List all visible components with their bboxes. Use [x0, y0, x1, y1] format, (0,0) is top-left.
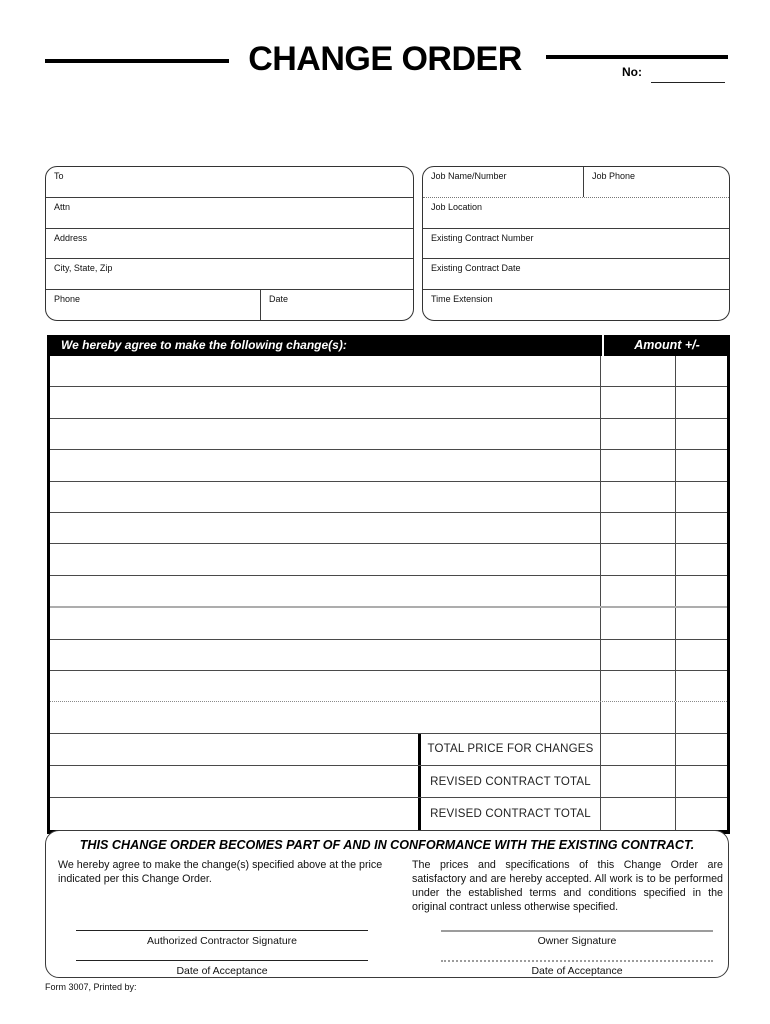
change-row [50, 482, 727, 513]
amount-cents-cell[interactable] [676, 702, 727, 732]
contractor-date-label: Date of Acceptance [176, 965, 268, 977]
job-phone-field[interactable] [584, 167, 729, 197]
change-row [50, 702, 727, 733]
change-row [50, 356, 727, 387]
totals-spacer-cell [50, 766, 418, 797]
amount-dollars-cell[interactable] [601, 798, 676, 829]
revised-total-row-2 [50, 798, 727, 829]
amount-cents-cell[interactable] [676, 640, 727, 670]
order-number-label: No: [622, 65, 642, 79]
city-state-zip-label: City, State, Zip [54, 263, 113, 274]
change-description-cell[interactable] [50, 671, 601, 701]
owner-date-line[interactable] [441, 960, 713, 963]
city-state-zip-field[interactable] [46, 259, 413, 290]
totals-spacer-cell [50, 734, 418, 765]
change-description-cell[interactable] [50, 544, 601, 574]
form-number-note: Form 3007, Printed by: [45, 982, 137, 992]
amount-cents-cell[interactable] [676, 419, 727, 449]
amount-dollars-cell[interactable] [601, 608, 676, 638]
total-price-row [50, 734, 727, 766]
phone-field[interactable] [46, 290, 261, 320]
contractor-date-line[interactable] [76, 960, 368, 962]
change-description-cell[interactable] [50, 450, 601, 480]
change-description-cell[interactable] [50, 513, 601, 543]
change-row [50, 640, 727, 671]
amount-cents-cell[interactable] [676, 671, 727, 701]
totals-spacer-cell [50, 798, 418, 829]
change-row [50, 544, 727, 575]
amount-header-label: Amount +/- [604, 335, 730, 356]
changes-header-label: We hereby agree to make the following change(s): [47, 335, 602, 356]
address-label: Address [54, 232, 88, 243]
amount-dollars-cell[interactable] [601, 734, 676, 765]
contractor-signature-line[interactable] [76, 930, 368, 932]
owner-signature-label: Owner Signature [537, 935, 617, 947]
date-label: Date [269, 294, 289, 305]
change-description-cell[interactable] [50, 640, 601, 670]
change-row [50, 576, 727, 608]
amount-dollars-cell[interactable] [601, 482, 676, 512]
total-price-label: TOTAL PRICE FOR CHANGES [418, 734, 601, 765]
to-label: To [54, 171, 64, 181]
owner-signature-line[interactable] [441, 930, 713, 933]
amount-dollars-cell[interactable] [601, 576, 676, 606]
agreement-title: THIS CHANGE ORDER BECOMES PART OF AND IN CONFORMANCE WITH THE EXISTING CONTRACT. [79, 838, 695, 852]
revised-total-row [50, 766, 727, 798]
page-title: CHANGE ORDER [248, 40, 522, 78]
phone-label: Phone [54, 294, 81, 305]
amount-cents-cell[interactable] [676, 734, 727, 765]
title-rule-right [546, 55, 728, 59]
job-name-number-label: Job Name/Number [431, 171, 507, 181]
amount-dollars-cell[interactable] [601, 387, 676, 417]
amount-cents-cell[interactable] [676, 482, 727, 512]
change-row [50, 387, 727, 418]
existing-contract-number-label: Existing Contract Number [431, 232, 534, 243]
address-field[interactable] [46, 229, 413, 260]
time-extension-label: Time Extension [431, 294, 493, 305]
change-description-cell[interactable] [50, 356, 601, 386]
change-description-cell[interactable] [50, 576, 601, 606]
change-row [50, 513, 727, 544]
order-number-field[interactable] [651, 81, 725, 83]
change-row [50, 450, 727, 481]
amount-cents-cell[interactable] [676, 513, 727, 543]
revised-total-label-2: REVISED CONTRACT TOTAL [418, 798, 601, 829]
amount-dollars-cell[interactable] [601, 356, 676, 386]
job-phone-label: Job Phone [592, 171, 636, 181]
existing-contract-number-field[interactable] [423, 229, 729, 260]
amount-cents-cell[interactable] [676, 766, 727, 797]
change-description-cell[interactable] [50, 482, 601, 512]
amount-dollars-cell[interactable] [601, 544, 676, 574]
change-description-cell[interactable] [50, 608, 601, 638]
amount-cents-cell[interactable] [676, 387, 727, 417]
amount-cents-cell[interactable] [676, 450, 727, 480]
amount-dollars-cell[interactable] [601, 419, 676, 449]
existing-contract-date-label: Existing Contract Date [431, 263, 521, 274]
amount-cents-cell[interactable] [676, 576, 727, 606]
to-field[interactable] [46, 167, 413, 198]
attn-label: Attn [54, 201, 71, 212]
job-name-number-field[interactable] [423, 167, 584, 197]
agreement-box [45, 830, 729, 978]
owner-date-label: Date of Acceptance [531, 965, 623, 977]
change-description-cell[interactable] [50, 387, 601, 417]
contractor-agreement-text: We hereby agree to make the change(s) specified above at the price indicated per this Change Order. [58, 859, 383, 885]
amount-cents-cell[interactable] [676, 544, 727, 574]
amount-dollars-cell[interactable] [601, 702, 676, 732]
amount-dollars-cell[interactable] [601, 671, 676, 701]
amount-cents-cell[interactable] [676, 798, 727, 829]
amount-dollars-cell[interactable] [601, 513, 676, 543]
contractor-info-box [45, 166, 414, 321]
amount-cents-cell[interactable] [676, 356, 727, 386]
time-extension-field[interactable] [423, 290, 729, 320]
existing-contract-date-field[interactable] [423, 259, 729, 290]
owner-agreement-text: The prices and specifications of this Change Order are satisfactory and are hereby accepted. All work is to be performed under the established terms and conditions specified in the original contract unless otherwise specified. [412, 859, 723, 913]
job-location-field[interactable] [423, 198, 729, 229]
change-row [50, 671, 727, 702]
job-info-box [422, 166, 730, 321]
title-rule-left [45, 59, 229, 63]
amount-cents-cell[interactable] [676, 608, 727, 638]
changes-table-header [47, 335, 730, 356]
change-row [50, 419, 727, 450]
amount-dollars-cell[interactable] [601, 640, 676, 670]
contractor-signature-label: Authorized Contractor Signature [147, 935, 297, 947]
revised-total-label: REVISED CONTRACT TOTAL [418, 766, 601, 797]
attn-field[interactable] [46, 198, 413, 229]
change-row [50, 608, 727, 639]
changes-table [47, 335, 730, 834]
job-location-label: Job Location [431, 201, 483, 212]
amount-dollars-cell[interactable] [601, 450, 676, 480]
change-description-cell[interactable] [50, 702, 601, 732]
date-field[interactable] [261, 290, 413, 320]
amount-dollars-cell[interactable] [601, 766, 676, 797]
change-description-cell[interactable] [50, 419, 601, 449]
